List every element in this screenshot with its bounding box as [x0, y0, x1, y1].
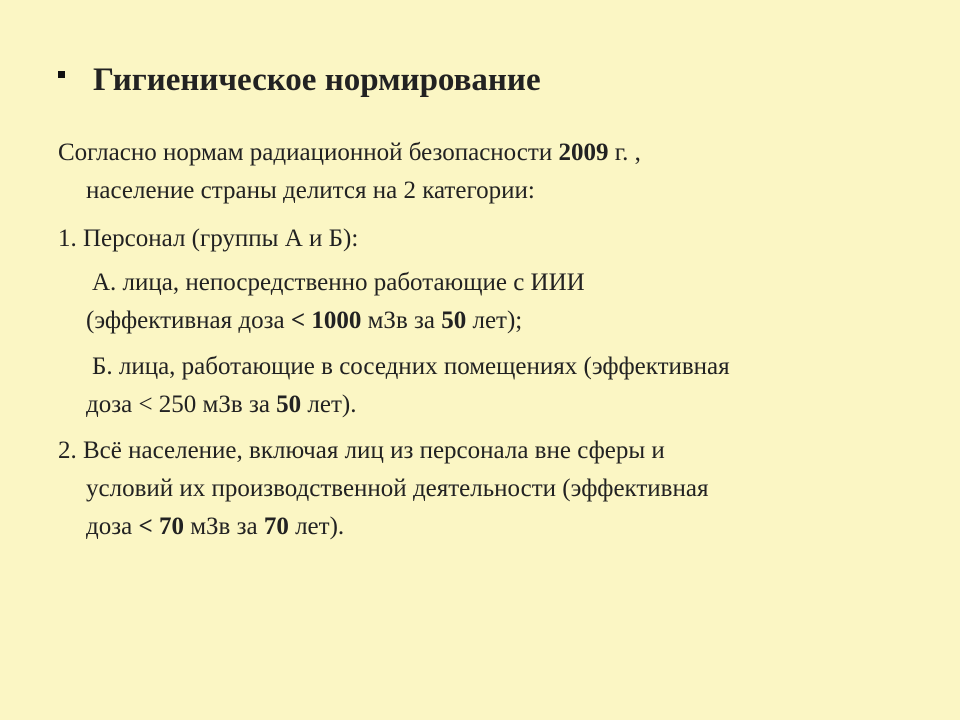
group-b-line-1: Б. лица, работающие в соседних помещениях (эффективная	[92, 353, 730, 380]
intro-year: 2009	[558, 139, 609, 166]
group-a-dose-label: (эффективная доза	[86, 307, 291, 334]
category-2-line-2: условий их производственной деятельности (эффективная	[86, 475, 709, 502]
group-a-line-1: А. лица, непосредственно работающие с ИИИ	[92, 269, 585, 296]
intro-year-suffix: г. ,	[608, 139, 641, 166]
group-a-years-suffix: лет);	[466, 307, 523, 334]
group-a-unit: мЗв за	[361, 307, 442, 334]
group-b-years-suffix: лет).	[301, 391, 357, 418]
category-2-line-1: 2. Всё население, включая лиц из персонала вне сферы и	[58, 437, 665, 464]
category-2-line-3	[58, 508, 708, 546]
category-2-years: 70	[263, 513, 289, 540]
group-b-years: 50	[276, 391, 302, 418]
category-1-group-a	[86, 264, 585, 340]
group-a-line-2	[86, 302, 585, 340]
category-1-group-b	[86, 348, 730, 424]
intro-text: Согласно нормам радиационной безопасности	[58, 139, 559, 166]
category-2-years-suffix: лет).	[288, 513, 345, 540]
category-1-title-text: 1. Персонал (группы А и Б):	[58, 225, 359, 252]
slide-title	[58, 58, 541, 102]
intro-paragraph	[58, 134, 641, 210]
category-2-dose-value: < 70	[138, 513, 184, 540]
category-2-dose-label: доза	[86, 513, 139, 540]
slide-title-text: Гигиеническое нормирование	[93, 62, 541, 98]
square-bullet-icon	[58, 71, 65, 78]
intro-line-1	[58, 134, 641, 172]
group-a-dose-value: < 1000	[290, 307, 362, 334]
group-b-line-2	[86, 386, 730, 424]
intro-line-2: население страны делится на 2 категории:	[86, 177, 535, 204]
category-2-unit: мЗв за	[183, 513, 264, 540]
group-b-dose-text: доза < 250 мЗв за	[86, 391, 277, 418]
category-1-title	[58, 220, 358, 258]
category-2	[58, 432, 708, 546]
group-a-years: 50	[441, 307, 467, 334]
